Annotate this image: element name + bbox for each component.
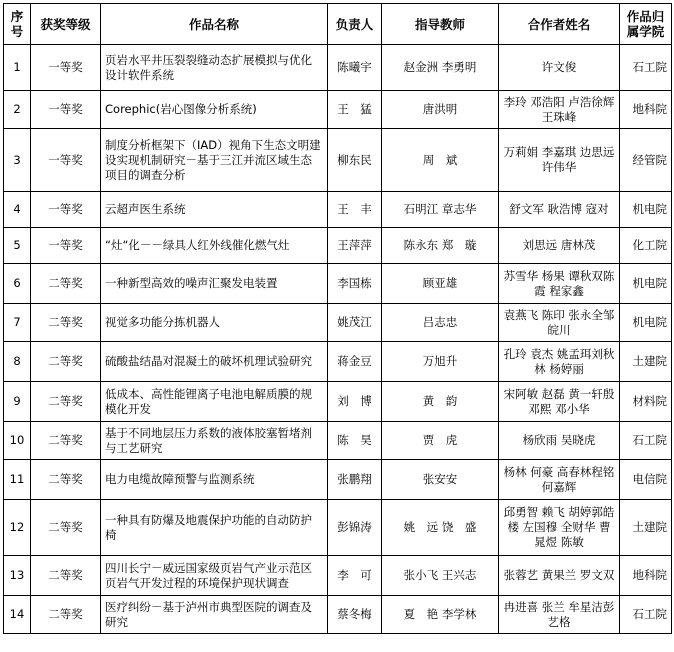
- cell-advisor: 贾 虎: [382, 422, 499, 460]
- cell-collab: 冉进喜 张兰 牟星洁彭艺格: [499, 596, 620, 634]
- cell-leader: 彭锦涛: [328, 500, 382, 556]
- cell-level: 二等奖: [31, 422, 101, 460]
- cell-advisor: 顾亚雄: [382, 264, 499, 304]
- cell-advisor: 吕志忠: [382, 304, 499, 342]
- cell-advisor: 石明江 章志华: [382, 192, 499, 228]
- cell-leader: 王 猛: [328, 91, 382, 129]
- cell-leader: 陈 昊: [328, 422, 382, 460]
- cell-title: 硫酸盐结晶对混凝土的破坏机理试验研究: [101, 342, 328, 382]
- table-row: [4, 460, 672, 500]
- cell-leader: 柳东民: [328, 129, 382, 192]
- cell-college: 石工院: [620, 422, 672, 460]
- cell-level: 二等奖: [31, 596, 101, 634]
- cell-leader: 刘 博: [328, 382, 382, 422]
- table-row: [4, 129, 672, 192]
- cell-collab: 李玲 邓浩阳 卢浩徐辉 王珠峰: [499, 91, 620, 129]
- cell-level: 二等奖: [31, 460, 101, 500]
- cell-collab: 舒文军 耿浩博 寇对: [499, 192, 620, 228]
- cell-level: 一等奖: [31, 129, 101, 192]
- header-seq: 序号: [4, 4, 31, 45]
- cell-level: 二等奖: [31, 500, 101, 556]
- cell-leader: 王 丰: [328, 192, 382, 228]
- cell-leader: 蔡冬梅: [328, 596, 382, 634]
- cell-leader: 张鹏翔: [328, 460, 382, 500]
- cell-seq: 6: [4, 264, 31, 304]
- cell-advisor: 张安安: [382, 460, 499, 500]
- cell-level: 一等奖: [31, 192, 101, 228]
- cell-seq: 11: [4, 460, 31, 500]
- cell-seq: 14: [4, 596, 31, 634]
- cell-level: 一等奖: [31, 91, 101, 129]
- cell-advisor: 万旭升: [382, 342, 499, 382]
- cell-title: 基于不同地层压力系数的液体胶塞暂堵剂与工艺研究: [101, 422, 328, 460]
- table-row: [4, 304, 672, 342]
- cell-advisor: 唐洪明: [382, 91, 499, 129]
- header-level: 获奖等级: [31, 4, 101, 45]
- cell-level: 一等奖: [31, 45, 101, 91]
- cell-college: 土建院: [620, 500, 672, 556]
- cell-seq: 13: [4, 556, 31, 596]
- cell-college: 材料院: [620, 382, 672, 422]
- cell-title: 医疗纠纷－基于泸州市典型医院的调查及研究: [101, 596, 328, 634]
- cell-advisor: 张小飞 王兴志: [382, 556, 499, 596]
- header-advisor: 指导教师: [382, 4, 499, 45]
- cell-title: 一种新型高效的噪声汇聚发电装置: [101, 264, 328, 304]
- cell-title: 页岩水平井压裂裂缝动态扩展模拟与优化设计软件系统: [101, 45, 328, 91]
- cell-level: 二等奖: [31, 342, 101, 382]
- cell-title: 电力电缆故障预警与监测系统: [101, 460, 328, 500]
- cell-collab: 万莉娟 李嘉琪 边思远 许伟华: [499, 129, 620, 192]
- cell-level: 二等奖: [31, 382, 101, 422]
- table-row: [4, 382, 672, 422]
- cell-collab: 张蓉艺 黄果兰 罗文双: [499, 556, 620, 596]
- cell-seq: 2: [4, 91, 31, 129]
- cell-leader: 姚茂江: [328, 304, 382, 342]
- cell-level: 一等奖: [31, 228, 101, 264]
- cell-title: 视觉多功能分拣机器人: [101, 304, 328, 342]
- cell-seq: 7: [4, 304, 31, 342]
- table-row: [4, 91, 672, 129]
- header-leader: 负责人: [328, 4, 382, 45]
- cell-leader: 李国栋: [328, 264, 382, 304]
- header-row: [4, 4, 672, 45]
- cell-seq: 12: [4, 500, 31, 556]
- cell-title: 云超声医生系统: [101, 192, 328, 228]
- cell-seq: 1: [4, 45, 31, 91]
- cell-title: “灶“化－－绿具人红外线催化燃气灶: [101, 228, 328, 264]
- cell-seq: 5: [4, 228, 31, 264]
- cell-title: Corephic(岩心图像分析系统): [101, 91, 328, 129]
- cell-college: 机电院: [620, 264, 672, 304]
- cell-college: 电信院: [620, 460, 672, 500]
- cell-advisor: 赵金洲 李勇明: [382, 45, 499, 91]
- table-row: [4, 422, 672, 460]
- header-collab: 合作者姓名: [499, 4, 620, 45]
- cell-collab: 宋阿敏 赵磊 黄一轩殷邓熙 邓小华: [499, 382, 620, 422]
- cell-college: 机电院: [620, 304, 672, 342]
- cell-leader: 蒋金豆: [328, 342, 382, 382]
- cell-seq: 10: [4, 422, 31, 460]
- cell-level: 二等奖: [31, 556, 101, 596]
- cell-advisor: 姚 远 饶 盛: [382, 500, 499, 556]
- awards-table: [3, 3, 672, 634]
- cell-advisor: 陈永东 郑 璇: [382, 228, 499, 264]
- table-row: [4, 228, 672, 264]
- cell-college: 化工院: [620, 228, 672, 264]
- cell-college: 经管院: [620, 129, 672, 192]
- cell-college: 土建院: [620, 342, 672, 382]
- cell-collab: 许文俊: [499, 45, 620, 91]
- cell-college: 石工院: [620, 45, 672, 91]
- cell-collab: 苏雪华 杨果 谭秋双陈霞 程家鑫: [499, 264, 620, 304]
- cell-advisor: 周 斌: [382, 129, 499, 192]
- cell-title: 四川长宁－威远国家级页岩气产业示范区页岩气开发过程的环境保护现状调查: [101, 556, 328, 596]
- cell-collab: 孔玲 袁杰 姚孟珥刘秋林 杨婷丽: [499, 342, 620, 382]
- cell-college: 石工院: [620, 596, 672, 634]
- cell-collab: 邱勇智 赖飞 胡婷郭皓楼 左国穆 全财华 曹晁煜 陈敏: [499, 500, 620, 556]
- cell-seq: 3: [4, 129, 31, 192]
- cell-leader: 李 可: [328, 556, 382, 596]
- cell-collab: 袁燕飞 陈印 张永全邹皖川: [499, 304, 620, 342]
- cell-seq: 4: [4, 192, 31, 228]
- header-college: 作品归属学院: [620, 4, 672, 45]
- cell-collab: 刘思远 唐林茂: [499, 228, 620, 264]
- cell-college: 地科院: [620, 556, 672, 596]
- cell-title: 制度分析框架下（IAD）视角下生态文明建设实现机制研究－基于三江并流区域生态项目的调查分析: [101, 129, 328, 192]
- cell-level: 二等奖: [31, 264, 101, 304]
- table-row: [4, 192, 672, 228]
- cell-collab: 杨欣雨 吴晓虎: [499, 422, 620, 460]
- cell-advisor: 黄 韵: [382, 382, 499, 422]
- cell-title: 一种具有防爆及地震保护功能的自动防护椅: [101, 500, 328, 556]
- cell-seq: 9: [4, 382, 31, 422]
- cell-collab: 杨林 何豪 高春林程铭 何嘉辉: [499, 460, 620, 500]
- cell-title: 低成本、高性能锂离子电池电解质膜的规模化开发: [101, 382, 328, 422]
- table-row: [4, 45, 672, 91]
- cell-college: 机电院: [620, 192, 672, 228]
- table-row: [4, 264, 672, 304]
- cell-advisor: 夏 艳 李学林: [382, 596, 499, 634]
- cell-leader: 王萍萍: [328, 228, 382, 264]
- header-title: 作品名称: [101, 4, 328, 45]
- table-row: [4, 342, 672, 382]
- table-row: [4, 556, 672, 596]
- cell-seq: 8: [4, 342, 31, 382]
- table-row: [4, 500, 672, 556]
- table-row: [4, 596, 672, 634]
- cell-level: 二等奖: [31, 304, 101, 342]
- cell-college: 地科院: [620, 91, 672, 129]
- cell-leader: 陈曦宇: [328, 45, 382, 91]
